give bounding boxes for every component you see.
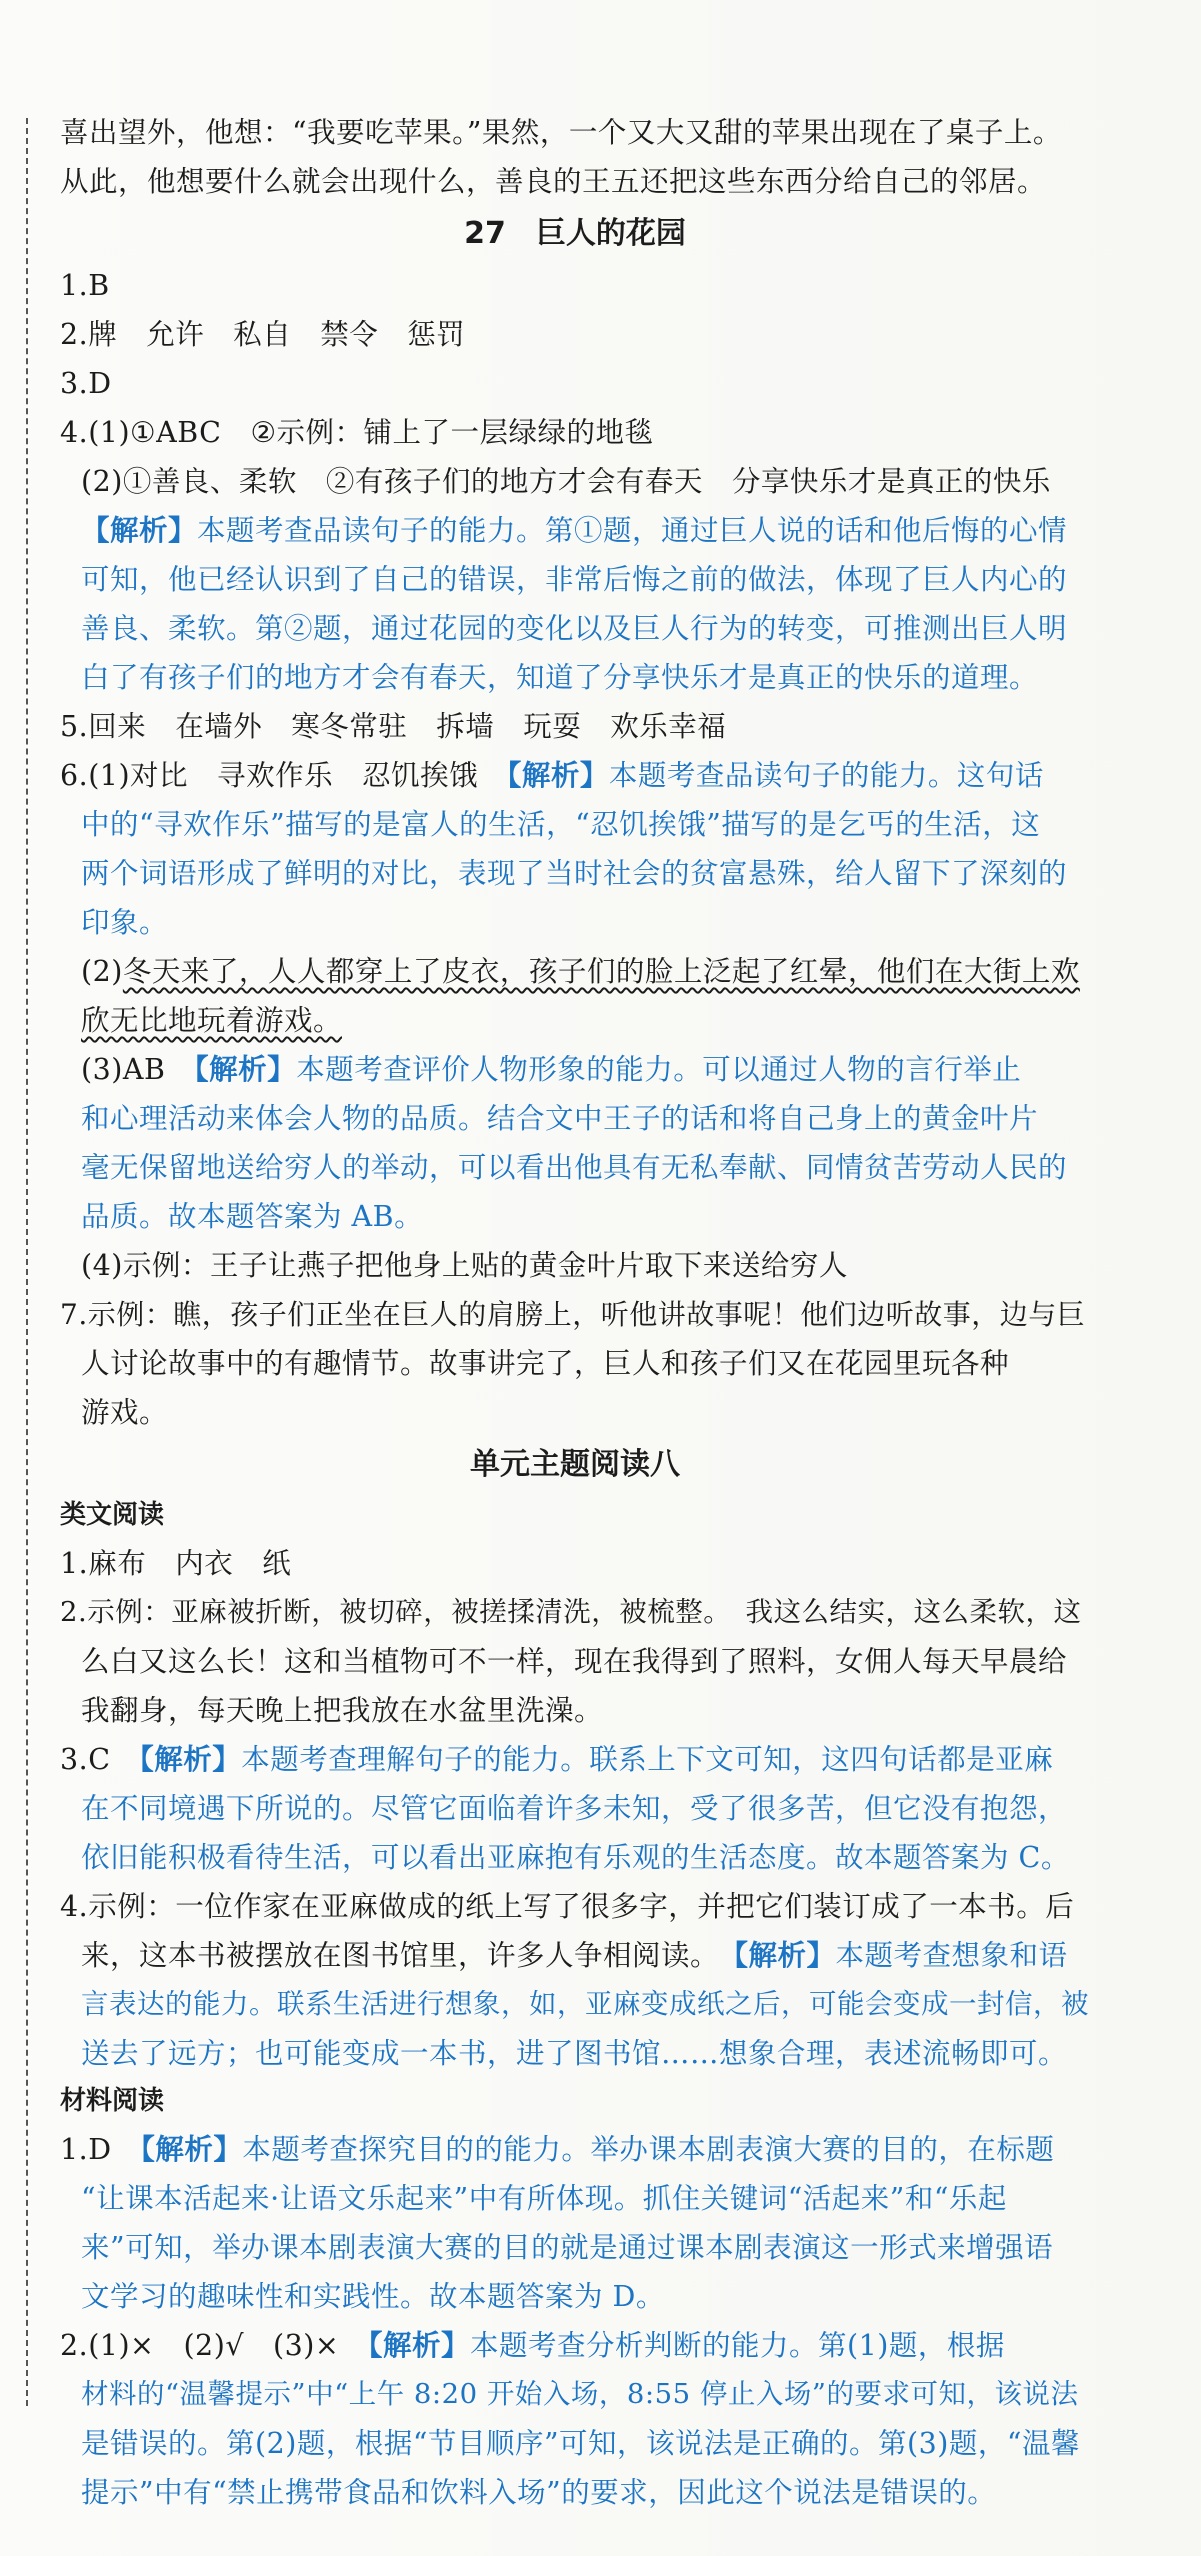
answer-text: 1.D [60,2133,112,2166]
analysis-text: 本题考查探究目的的能力。举办课本剧表演大赛的目的，在标题 [242,2133,1055,2166]
answer-text: 2.(1)× (2)√ (3)× [60,2329,340,2362]
lesson-title: 27 巨人的花园 [464,216,686,251]
analysis-tag: 【解析】 [81,514,198,547]
answer-q7-cont: 游戏。 [81,1396,169,1429]
answer-s2-q1 [60,2125,1090,2174]
analysis-text: 本题考查品读句子的能力。第①题，通过巨人说的话和他后悔的心情 [197,514,1068,547]
intro-line: 从此，他想要什么就会出现什么，善良的王五还把这些东西分给自己的邻居。 [60,165,1047,198]
answer-s1-q2-cont: 我翻身，每天晚上把我放在水盆里洗澡。 [81,1694,604,1727]
analysis-line: 善良、柔软。第②题，通过花园的变化以及巨人行为的转变，可推测出巨人明 [81,612,1068,645]
section-heading: 材料阅读 [60,2086,165,2116]
answer-s1-q4-cont [60,1931,1090,1980]
analysis-line: 和心理活动来体会人物的品质。结合文中王子的话和将自己身上的黄金叶片 [81,1102,1039,1135]
wavy-underlined-sentence: 欣无比地玩着游戏。 [81,1004,343,1037]
analysis-line: 印象。 [81,906,169,939]
answer-text: 3.C [60,1743,111,1776]
answer-q6-2 [60,947,1090,996]
answer-s1-q2-cont: 么白又这么长！这和当植物可不一样，现在我得到了照料，女佣人每天早晨给 [81,1645,1068,1678]
answer-q7-cont: 人讨论故事中的有趣情节。故事讲完了，巨人和孩子们又在花园里玩各种 [81,1347,1010,1380]
answer-text: 来，这本书被摆放在图书馆里，许多人争相阅读。 [81,1939,705,1972]
binding-margin-line [26,118,28,2406]
analysis-line: 文学习的趣味性和实践性。故本题答案为 D。 [81,2280,665,2313]
analysis-text: 本题考查评价人物形象的能力。可以通过人物的言行举止 [296,1053,1022,1086]
analysis-tag: 【解析】 [140,2133,243,2166]
analysis-line: 毫无保留地送给穷人的举动，可以看出他具有无私奉献、同情贫苦劳动人民的 [81,1151,1068,1184]
answer-q6-3 [60,1045,1090,1094]
analysis-text: 本题考查分析判断的能力。第(1)题，根据 [470,2329,1005,2362]
analysis-text: 本题考查品读句子的能力。这句话 [608,759,1044,792]
analysis-line: 两个词语形成了鲜明的对比，表现了当时社会的贫富悬殊，给人留下了深刻的 [81,857,1068,890]
analysis-line: 是错误的。第(2)题，根据“节目顺序”可知，该说法是正确的。第(3)题，“温馨 [81,2427,1080,2460]
analysis-line: 依旧能积极看待生活，可以看出亚麻抱有乐观的生活态度。故本题答案为 C。 [81,1841,1070,1874]
analysis-line: 中的“寻欢作乐”描写的是富人的生活，“忍饥挨饿”描写的是乞丐的生活，这 [81,808,1041,841]
analysis-line: 可知，他已经认识到了自己的错误，非常后悔之前的做法，体现了巨人内心的 [81,563,1068,596]
answer-q1: 1.B [60,269,110,302]
analysis-line: 在不同境遇下所说的。尽管它面临着许多未知，受了很多苦，但它没有抱怨， [81,1792,1068,1825]
answer-q7: 7.示例：瞧，孩子们正坐在巨人的肩膀上，听他讲故事呢！他们边听故事，边与巨 [60,1298,1086,1331]
answer-q4-1: 4.(1)①ABC ②示例：铺上了一层绿绿的地毯 [60,416,654,449]
analysis-line: 材料的“温馨提示”中“上午 8:20 开始入场，8:55 停止入场”的要求可知，该说法 [81,2378,1079,2410]
answer-s1-q1: 1.麻布 内衣 纸 [60,1547,292,1580]
analysis-line: 来”可知，举办课本剧表演大赛的目的就是通过课本剧表演这一形式来增强语 [81,2231,1054,2264]
answer-s1-q2: 2.示例：亚麻被折断，被切碎，被搓揉清洗，被梳整。 我这么结实，这么柔软，这 [60,1596,1082,1628]
analysis-text: 本题考查理解句子的能力。联系上下文可知，这四句话都是亚麻 [241,1743,1054,1776]
section-heading: 类文阅读 [60,1500,165,1530]
analysis-line: 提示”中有“禁止携带食品和饮料入场”的要求，因此这个说法是错误的。 [81,2476,997,2509]
wavy-underlined-sentence: 冬天来了，人人都穿上了皮衣，孩子们的脸上泛起了红晕，他们在大街上欢 [122,955,1080,988]
answer-q6-2-cont [60,996,1090,1045]
intro-line: 喜出望外，他想：“我要吃苹果。”果然，一个又大又甜的苹果出现在了桌子上。 [60,116,1062,149]
answer-s1-q4: 4.示例：一位作家在亚麻做成的纸上写了很多字，并把它们装订成了一本书。后 [60,1890,1075,1923]
analysis-line: 言表达的能力。联系生活进行想象，如，亚麻变成纸之后，可能会变成一封信，被 [81,1988,1089,2020]
analysis-tag: 【解析】 [733,1939,836,1972]
answer-q4-2: (2)①善良、柔软 ②有孩子们的地方才会有春天 分享快乐才是真正的快乐 [81,465,1051,498]
answer-q5: 5.回来 在墙外 寒冬常驻 拆墙 玩耍 欢乐幸福 [60,710,727,743]
analysis-tag: 【解析】 [507,759,609,792]
analysis-tag: 【解析】 [194,1053,297,1086]
analysis-line: 白了有孩子们的地方才会有春天，知道了分享快乐才是真正的快乐的道理。 [81,661,1039,694]
analysis-tag: 【解析】 [368,2329,471,2362]
answer-s2-q2 [60,2321,1090,2370]
analysis-line: 送去了远方；也可能变成一本书，进了图书馆……想象合理，表述流畅即可。 [81,2037,1068,2070]
analysis-line: “让课本活起来·让语文乐起来”中有所体现。抓住关键词“活起来”和“乐起 [81,2182,1007,2215]
answer-q3: 3.D [60,367,112,400]
unit-title: 单元主题阅读八 [470,1447,680,1482]
page-content [60,108,1090,2517]
answer-text: (3)AB [81,1053,166,1086]
answer-text: 6.(1)对比 寻欢作乐 忍饥挨饿 [60,759,479,792]
answer-q6-4: (4)示例：王子让燕子把他身上贴的黄金叶片取下来送给穷人 [81,1249,848,1282]
answer-q2: 2.牌 允许 私自 禁令 惩罚 [60,318,466,351]
analysis-text: 本题考查想象和语 [835,1939,1068,1972]
answer-prefix: (2) [81,955,123,988]
analysis-tag: 【解析】 [139,1743,242,1776]
answer-s1-q3 [60,1735,1090,1784]
answer-q6-1 [60,751,1090,800]
analysis-line [60,506,1090,555]
analysis-line: 品质。故本题答案为 AB。 [81,1200,424,1233]
